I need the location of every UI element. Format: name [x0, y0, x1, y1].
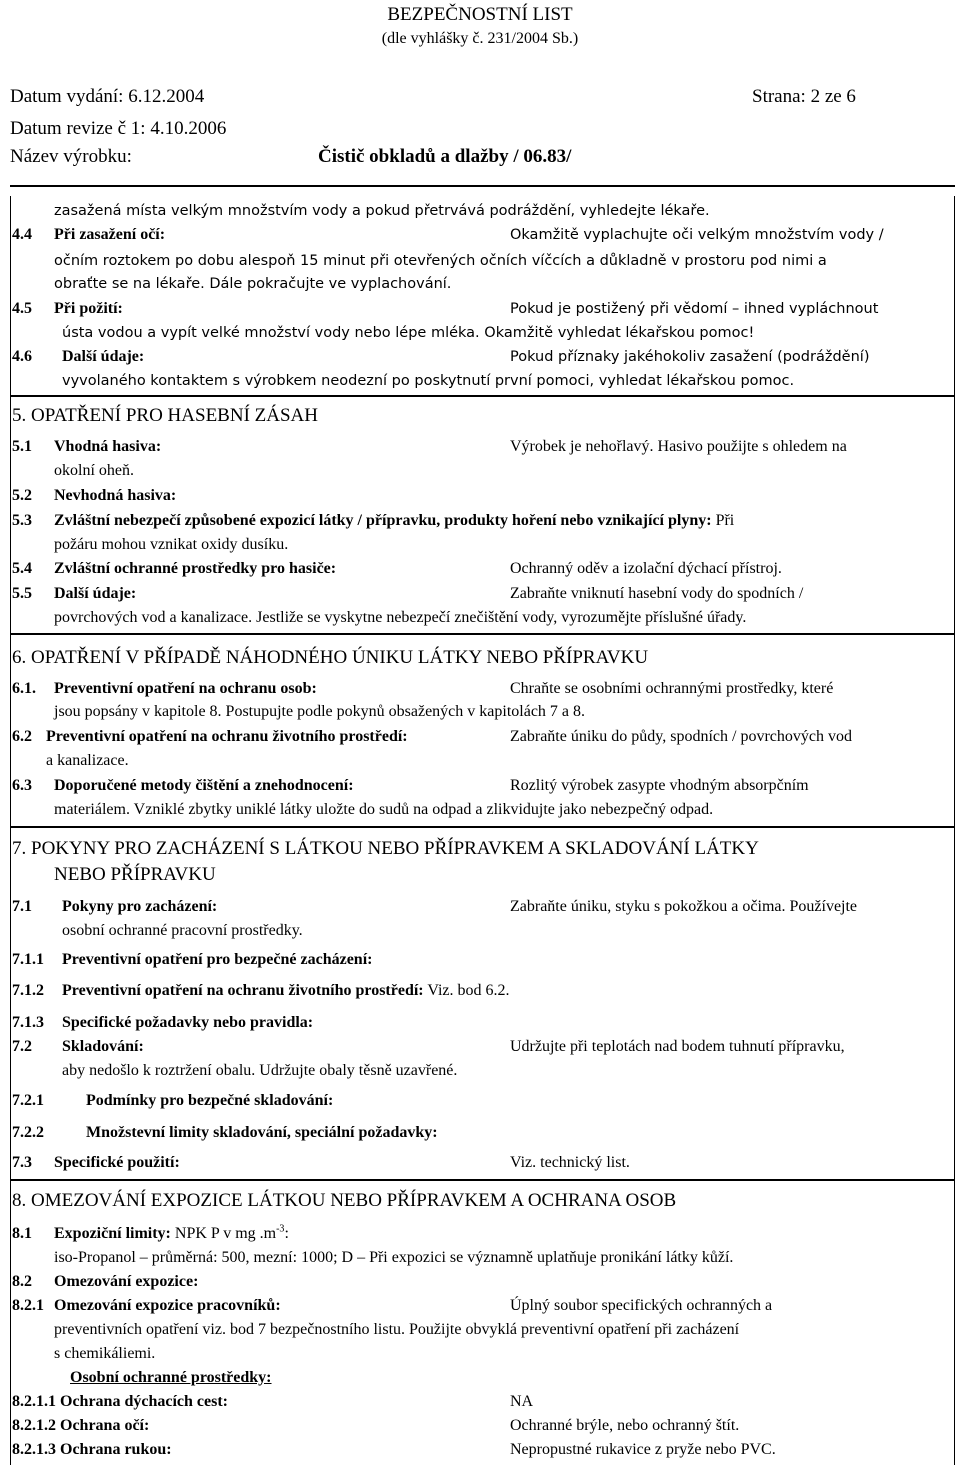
divider-s5: [10, 395, 955, 397]
ppe-row-hands-value: Nepropustné rukavice z pryže nebo PVC.: [510, 1441, 776, 1458]
s4-eye-num: 4.4: [12, 226, 32, 243]
s7-1-text1: Zabraňte úniku, styku s pokožkou a očima. Používejte: [510, 898, 858, 915]
s7-1-1-label: Preventivní opatření pro bezpečné zacházení:: [62, 951, 373, 968]
s4-oth-label: Další údaje:: [62, 348, 145, 365]
s6-1-num: 6.1.: [12, 680, 36, 697]
issue-date: Datum vydání: 6.12.2004: [10, 86, 205, 107]
s4-ing-text2: ústa vodou a vypít velké množství vody nebo lépe mléka. Okamžitě vyhledat lékařskou pomoc!: [62, 325, 755, 341]
s7-1-3-label: Specifické požadavky nebo pravidla:: [62, 1014, 314, 1031]
s7-1-2-line: [62, 982, 510, 1000]
s4-oth-num: 4.6: [12, 348, 32, 365]
ppe-row-hands-label: 8.2.1.3 Ochrana rukou:: [12, 1441, 172, 1458]
s6-2-label: Preventivní opatření na ochranu životního prostředí:: [46, 728, 408, 745]
s5-3-text1: Při: [715, 512, 735, 529]
s7-1-1-num: 7.1.1: [12, 951, 44, 968]
ppe-row-respiratory-value: NA: [510, 1393, 534, 1410]
s8-2-num: 8.2: [12, 1273, 32, 1290]
revision-date: Datum revize č 1: 4.10.2006: [10, 118, 227, 139]
product-name: Čistič obkladů a dlažby / 06.83/: [318, 146, 572, 167]
s4-ing-label: Při požití:: [54, 300, 123, 317]
s4-cont-line: zasažená místa velkým množstvím vody a pokud přetrvává podráždění, vyhledejte lékaře.: [54, 203, 710, 219]
s6-2-num: 6.2: [12, 728, 32, 745]
s7-2-label: Skladování:: [62, 1038, 144, 1055]
right-border: [954, 196, 955, 1465]
s4-ing-text1: Pokud je postižený při vědomí – ihned vypláchnout: [510, 301, 879, 317]
page-number: Strana: 2 ze 6: [752, 86, 856, 107]
s8-2-1-text2: preventivních opatření viz. bod 7 bezpečnostního listu. Použijte obvyklá preventivní opatření při zacházení: [54, 1321, 740, 1338]
s7-1-2-text: Viz. bod 6.2.: [427, 982, 510, 999]
s5-4-num: 5.4: [12, 560, 32, 577]
s6-2-text2: a kanalizace.: [46, 752, 129, 769]
s7-2-2-num: 7.2.2: [12, 1124, 44, 1141]
s5-1-text1: Výrobek je nehořlavý. Hasivo použijte s ohledem na: [510, 438, 847, 455]
s6-3-text2: materiálem. Vzniklé zbytky uniklé látky uložte do sudů na odpad a zlikvidujte jako nebezpečný odpad.: [54, 801, 714, 818]
s8-2-1-label: Omezování expozice pracovníků:: [54, 1297, 281, 1314]
s5-1-label: Vhodná hasiva:: [54, 438, 162, 455]
s7-1-label: Pokyny pro zacházení:: [62, 898, 218, 915]
ppe-row-respiratory-label: 8.2.1.1 Ochrana dýchacích cest:: [12, 1393, 228, 1410]
s7-1-3-num: 7.1.3: [12, 1014, 44, 1031]
s6-3-text1: Rozlitý výrobek zasypte vhodným absorpčním: [510, 777, 809, 794]
s5-1-text2: okolní oheň.: [54, 462, 134, 479]
s5-2-label: Nevhodná hasiva:: [54, 487, 177, 504]
s7-1-text2: osobní ochranné pracovní prostředky.: [62, 922, 303, 939]
s6-title: 6. OPATŘENÍ V PŘÍPADĚ NÁHODNÉHO ÚNIKU LÁTKY NEBO PŘÍPRAVKU: [12, 647, 649, 668]
ppe-heading: Osobní ochranné prostředky:: [70, 1369, 272, 1386]
s6-2-text1: Zabraňte úniku do půdy, spodních / povrchových vod: [510, 728, 853, 745]
s8-1-num: 8.1: [12, 1225, 32, 1242]
s7-2-1-num: 7.2.1: [12, 1092, 44, 1109]
s8-1-label: Expoziční limity:: [54, 1225, 171, 1242]
s5-3-line: [54, 512, 734, 530]
product-label: Název výrobku:: [10, 146, 132, 167]
s7-3-text: Viz. technický list.: [510, 1154, 630, 1171]
s4-oth-text2: vyvolaného kontaktem s výrobkem neodezní po poskytnutí první pomoci, vyhledat lékařskou pomoc.: [62, 373, 795, 389]
s8-2-1-text1: Úplný soubor specifických ochranných a: [510, 1297, 773, 1314]
s5-5-label: Další údaje:: [54, 585, 137, 602]
s4-eye-text1: Okamžitě vyplachujte oči velkým množstvím vody /: [510, 227, 884, 243]
s8-2-label: Omezování expozice:: [54, 1273, 199, 1290]
s4-eye-text3: obraťte se na lékaře. Dále pokračujte ve vyplachování.: [54, 276, 452, 292]
s5-5-num: 5.5: [12, 585, 32, 602]
s5-title: 5. OPATŘENÍ PRO HASEBNÍ ZÁSAH: [12, 405, 318, 426]
s5-4-text1: Ochranný oděv a izolační dýchací přístroj.: [510, 560, 782, 577]
document-title: BEZPEČNOSTNÍ LIST: [387, 4, 573, 25]
s7-1-2-num: 7.1.2: [12, 982, 44, 999]
s8-1-sup: -3: [276, 1223, 285, 1235]
s6-1-text1: Chraňte se osobními ochrannými prostředky, které: [510, 680, 834, 697]
s8-1-line: [54, 1225, 289, 1243]
divider-s6: [10, 633, 955, 635]
s5-3-num: 5.3: [12, 512, 32, 529]
s8-1-tail: :: [284, 1225, 289, 1242]
s6-3-label: Doporučené metody čištění a znehodnocení:: [54, 777, 354, 794]
s7-2-text1: Udržujte při teplotách nad bodem tuhnutí přípravku,: [510, 1038, 845, 1055]
s8-1-text2: iso-Propanol – průměrná: 500, mezní: 1000; D – Při expozici se významně uplatňuje pronikání látky kůží.: [54, 1249, 734, 1266]
s4-eye-label: Při zasažení očí:: [54, 226, 166, 243]
divider-s8: [10, 1179, 955, 1181]
s7-3-label: Specifické použití:: [54, 1154, 180, 1171]
s5-1-num: 5.1: [12, 438, 32, 455]
document-subtitle: (dle vyhlášky č. 231/2004 Sb.): [381, 30, 579, 47]
s5-3-label: Zvláštní nebezpečí způsobené expozicí látky / přípravku, produkty hoření nebo vznikající plyny:: [54, 512, 712, 529]
s7-2-text2: aby nedošlo k roztržení obalu. Udržujte obaly těsně uzavřené.: [62, 1062, 458, 1079]
s8-1-val: NPK P v mg .m: [174, 1225, 277, 1242]
s5-3-text2: požáru mohou vznikat oxidy dusíku.: [54, 536, 289, 553]
s5-5-text2: povrchových vod a kanalizace. Jestliže se vyskytne nebezpečí znečištění vody, vyrozumějte příslušné úřady.: [54, 609, 747, 626]
s7-1-2-label: Preventivní opatření na ochranu životního prostředí:: [62, 982, 424, 999]
s6-1-label: Preventivní opatření na ochranu osob:: [54, 680, 317, 697]
s7-title-line2: NEBO PŘÍPRAVKU: [54, 864, 216, 885]
s7-3-num: 7.3: [12, 1154, 32, 1171]
header-divider: [10, 185, 955, 187]
ppe-row-eyes-label: 8.2.1.2 Ochrana očí:: [12, 1417, 150, 1434]
s8-2-1-num: 8.2.1: [12, 1297, 44, 1314]
s4-ing-num: 4.5: [12, 300, 32, 317]
ppe-row-eyes-value: Ochranné brýle, nebo ochranný štít.: [510, 1417, 740, 1434]
s7-2-1-label: Podmínky pro bezpečné skladování:: [86, 1092, 334, 1109]
left-border: [10, 196, 11, 1465]
s8-title: 8. OMEZOVÁNÍ EXPOZICE LÁTKOU NEBO PŘÍPRAVKEM A OCHRANA OSOB: [12, 1190, 677, 1211]
s5-2-num: 5.2: [12, 487, 32, 504]
s4-eye-text2: očním roztokem po dobu alespoň 15 minut při otevřených očních víčcích a důkladně v prostoru pod nimi a: [54, 253, 827, 269]
s5-5-text1: Zabraňte vniknutí hasební vody do spodních /: [510, 585, 804, 602]
divider-s7: [10, 826, 955, 828]
s6-3-num: 6.3: [12, 777, 32, 794]
s5-4-label: Zvláštní ochranné prostředky pro hasiče:: [54, 560, 337, 577]
s7-1-num: 7.1: [12, 898, 32, 915]
s4-oth-text1: Pokud příznaky jakéhokoliv zasažení (podráždění): [510, 349, 870, 365]
s8-2-1-text3: s chemikáliemi.: [54, 1345, 156, 1362]
s7-title-line1: 7. POKYNY PRO ZACHÁZENÍ S LÁTKOU NEBO PŘÍPRAVKEM A SKLADOVÁNÍ LÁTKY: [12, 838, 759, 859]
s7-2-2-label: Množstevní limity skladování, speciální požadavky:: [86, 1124, 438, 1141]
s6-1-text2: jsou popsány v kapitole 8. Postupujte podle pokynů obsažených v kapitolách 7 a 8.: [54, 703, 586, 720]
s7-2-num: 7.2: [12, 1038, 32, 1055]
